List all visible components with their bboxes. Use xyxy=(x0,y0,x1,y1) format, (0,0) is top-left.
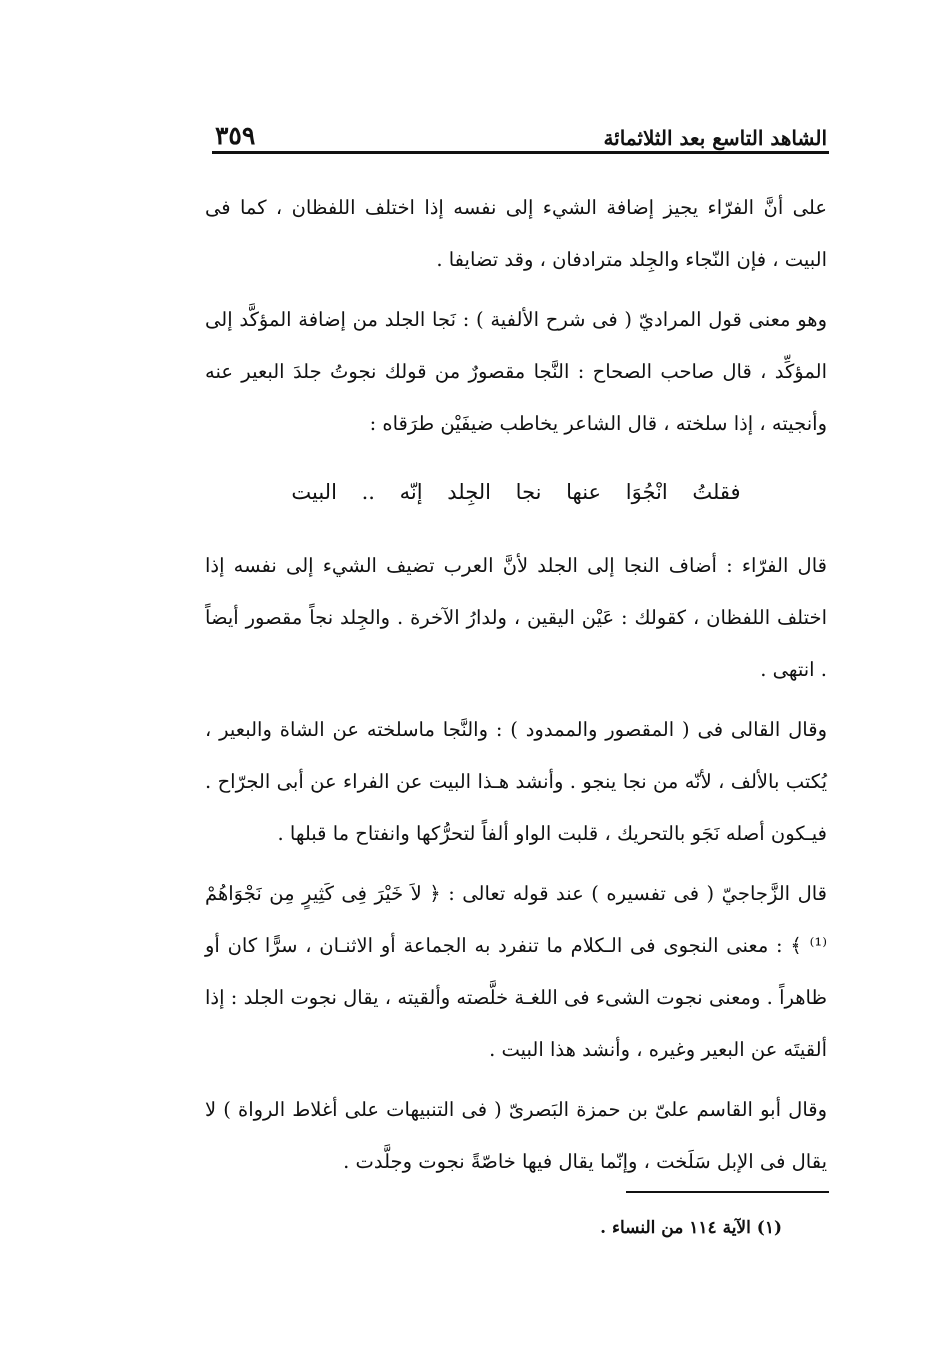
paragraph-6: وقال أبو القاسم علىّ بن حمزة البَصرىّ ( فى التنبيهات على أغلاط الرواة ) لا يقال فى الإبل سَلَخت ، وإنّما يقال فيها خاصّةً نجوت وجلَّدت . xyxy=(205,1098,827,1173)
paragraph-3: قال الفرّاء : أضاف النجا إلى الجلد لأنَّ العرب تضيف الشيء إلى نفسه إذا اختلف اللفظان ، كقولك : عَيْن اليقين ، ولدارُ الآخرة . والجِلد نجاً مقصور أيضاً . انتهى . xyxy=(205,554,827,681)
paragraph-4: وقال القالى فى ( المقصور والممدود ) : والنَّجا ماسلخته عن الشاة والبعير ، يُكتب بالألف ، لأنّه من نجا ينجو . وأنشد هـذا البيت عن الفراء عن أبى الجرّاح . فيـكون أصله نَجَو بالتحريك ، قلبت الواو ألفاً لتحرُّكها وانفتاح ما قبلها . xyxy=(205,718,827,845)
page-number: ٣٥٩ xyxy=(215,121,256,150)
footnote: (١) الآية ١١٤ من النساء . xyxy=(600,1218,782,1238)
header-rule xyxy=(212,151,829,154)
verse-line: فقلتُ انْجُوَا عنها نجا الجِلد إنّه .. البيت xyxy=(291,480,741,504)
page-header xyxy=(215,110,827,150)
footnote-rule xyxy=(626,1191,829,1193)
paragraph-1: على أنَّ الفرّاء يجيز إضافة الشيء إلى نفسه إذا اختلف اللفظان ، كما فى البيت ، فإن النّجاء والجِلد مترادفان ، وقد تضايفا . xyxy=(205,196,827,271)
paragraph-2: وهو معنى قول المراديّ ( فى شرح الألفية ) : نَجا الجلد من إضافة المؤكَّد إلى المؤكِّد ، قال صاحب الصحاح : النَّجا مقصورٌ من قولك نجوتُ جلدَ البعير عنه وأنجيته ، إذا سلخته ، قال الشاعر يخاطب ضيفَيْن طرَقاه : xyxy=(205,308,827,435)
running-title: الشاهد التاسع بعد الثلاثمائة xyxy=(603,126,827,150)
body-text xyxy=(205,182,827,1196)
paragraph-5: قال الزَّجاجيّ ( فى تفسيره ) عند قوله تعالى : ﴿ لاَ خَيْرَ فِى كَثِيرٍ مِن نَجْوَاهُمْ ⁽¹⁾ ﴾ : معنى النجوى فى الـكلام ما تنفرد به الجماعة أو الاثنـان ، سرًّا كان أو ظاهراً . ومعنى نجوت الشىء فى اللغـة خلَّصته وألقيته ، يقال نجوت الجلد : إذا ألقيتَه عن البعير وغيره ، وأنشد هذا البيت . xyxy=(205,882,827,1061)
